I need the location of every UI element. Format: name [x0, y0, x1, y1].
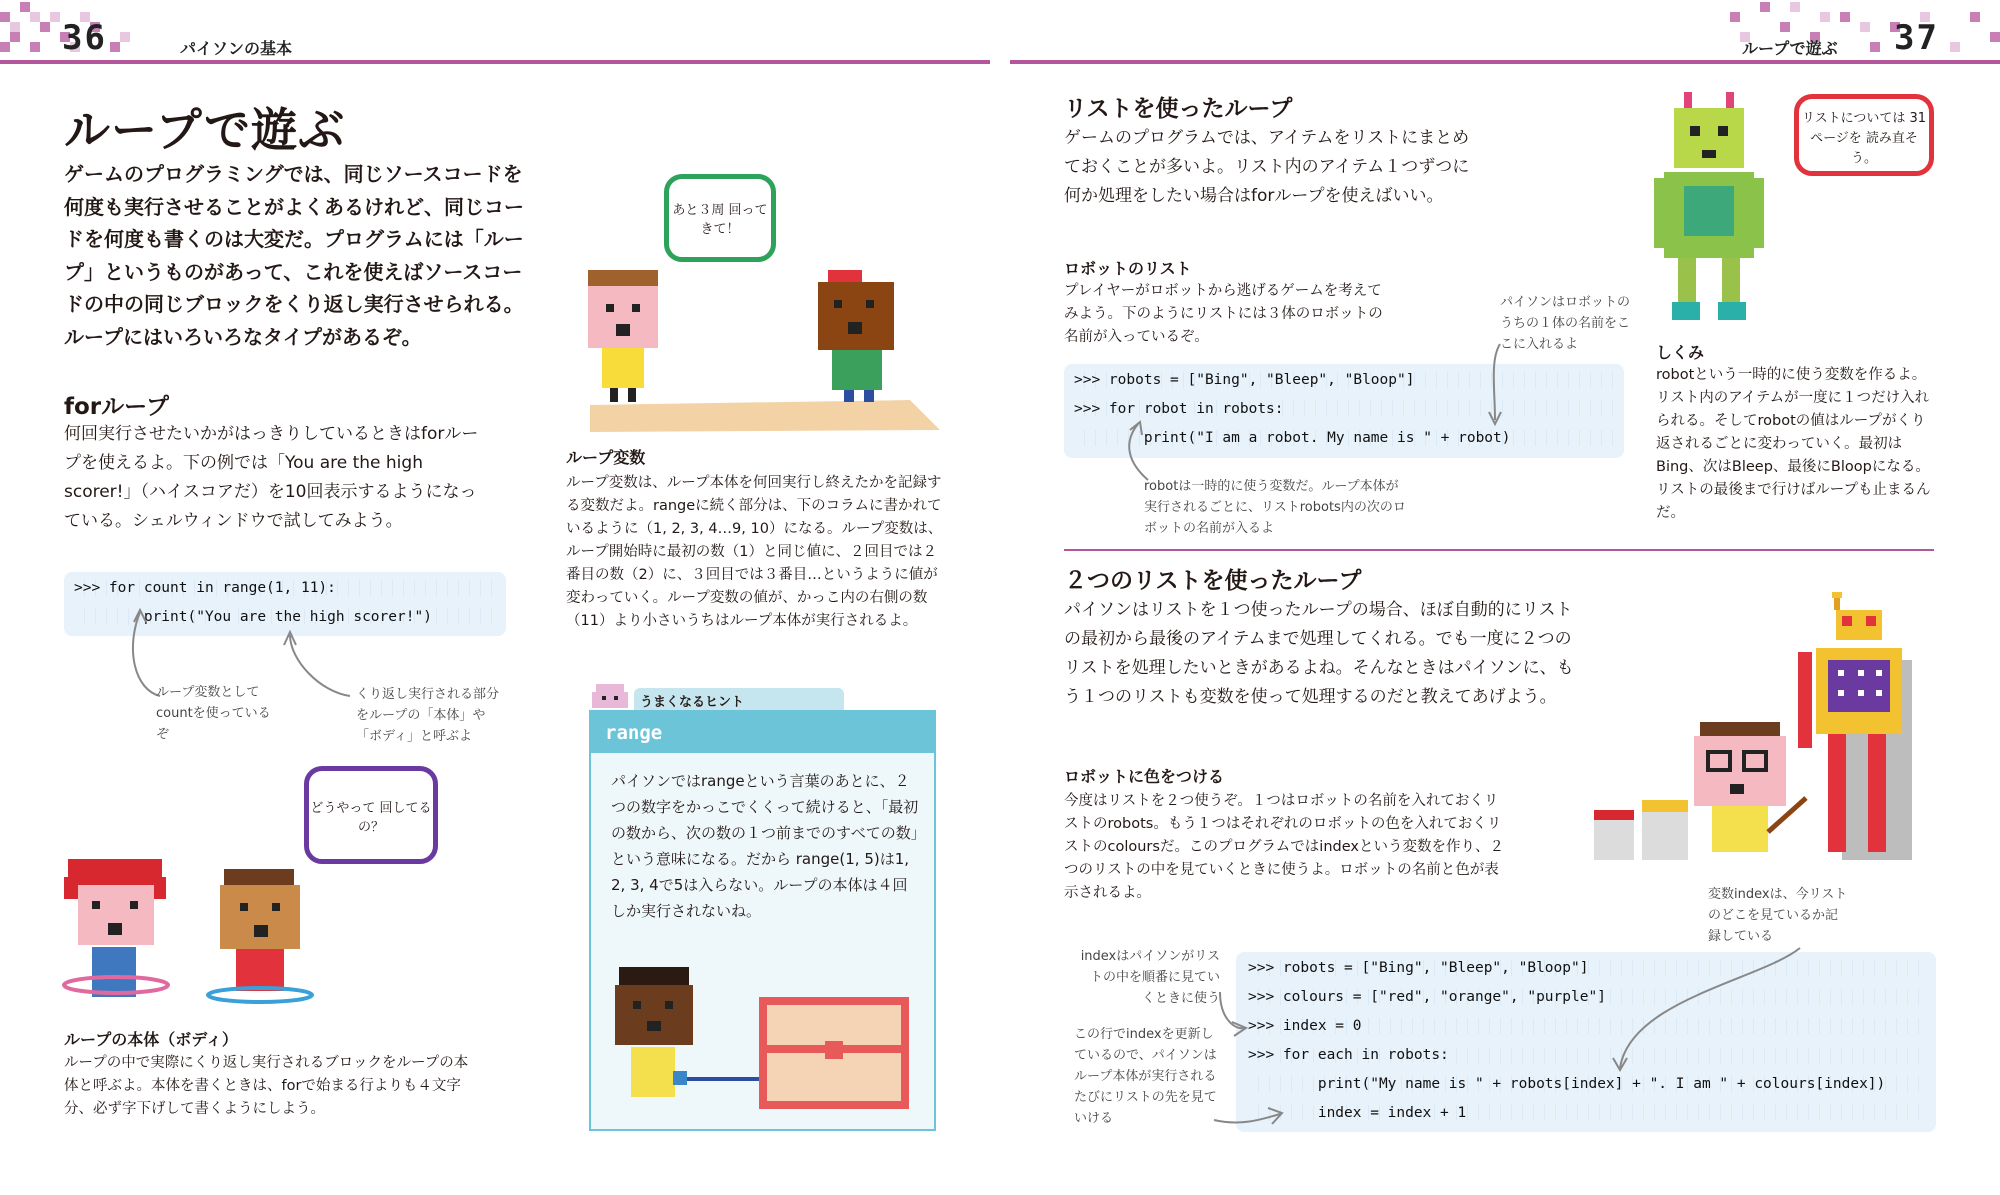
code-line: >>> robots = ["Bing", "Bleep", "Bloop"] [1248, 960, 1924, 976]
green-robot-illustration [1654, 92, 1784, 328]
section-divider [1064, 549, 1934, 551]
speech-bubble-laps [664, 174, 776, 262]
hint-body: パイソンではrangeという言葉のあとに、２つの数字をかっこでくくって続けると、「最初の数から、次の数の１つ前までのすべての数」という意味になる。だから range(1, 5)は1, 2, 3, 4で5は入らない。ループの本体は４回しか実行されないね。 [611, 772, 919, 920]
code-line: >>> for each in robots: [1248, 1047, 1924, 1063]
bubble-list-reference-text: リストについては 31ページを 読み直そう。 [1801, 111, 1927, 166]
hint-header [591, 712, 934, 753]
code-line: >>> colours = ["red", "orange", "purple"] [1248, 989, 1924, 1005]
loop-variable-body: ループ変数は、ループ本体を何回実行し終えたかを記録する変数だよ。rangeに続く部分は、下のコラムに書かれているように（1, 2, 3, 4…9, 10）になる。ループ変数は、ループ開始時に最初の数（1）と同じ値に、２回目では２番目の数（2）に、３回目では３番目…というように値が変わっていく。ループ変数の値が、かっこ内の右側の数（11）より小さいうちはループ本体が実行されるよ。 [566, 475, 943, 629]
left-page-number: 36 [62, 18, 107, 58]
code-line: index = index + 1 [1248, 1105, 1924, 1121]
bubble-how-text: どうやって 回してるの？ [310, 801, 432, 835]
right-running-title: ループで遊ぶ [1742, 39, 1838, 58]
how-it-works-heading: しくみ [1656, 343, 1705, 362]
two-lists-heading: ２つのリストを使ったループ [1064, 568, 1362, 594]
code-line: >>> for robot in robots: [1074, 401, 1614, 417]
robot-painting-illustration [1592, 592, 1932, 868]
kids-pulling-rope-illustration [580, 260, 940, 432]
for-loop-body: 何回実行させたいかがはっきりしているときはforループを使えるよ。下の例では「You are the high scorer!」（ハイスコアだ）を10回表示するようになっている。シェルウィンドウで試してみよう。 [64, 424, 479, 531]
note-index-update: この行でindexを更新しているので、パイソンはループ本体が実行されるたびにリストの先を見ていける [1074, 1027, 1217, 1126]
loop-body-text: ループの中で実際にくり返し実行されるブロックをループの本体と呼ぶよ。本体を書くときは、forで始まる行よりも４文字分、必ず字下げして書くようにしよう。 [64, 1055, 469, 1117]
left-running-title: パイソンの基本 [180, 39, 293, 58]
list-loop-body: ゲームのプログラムでは、アイテムをリストにまとめておくことが多いよ。リスト内のアイテム１つずつに何か処理をしたい場合はforループを使えばいい。 [1064, 128, 1470, 206]
note-loop-variable: ループ変数として countを使っているぞ [156, 685, 271, 742]
girl-and-treasure-chest-illustration [611, 967, 921, 1117]
robot-colours-heading: ロボットに色をつける [1064, 767, 1225, 786]
note-robot-name: パイソンはロボットのうちの１体の名前をここに入れるよ [1500, 295, 1631, 352]
range-hint-box [589, 710, 936, 1131]
right-page-number: 37 [1894, 18, 1939, 58]
code-line: >>> for count in range(1, 11): [74, 580, 494, 596]
code-line: print("You are the high scorer!") [74, 609, 494, 625]
hint-ghost-icon [590, 680, 630, 710]
two-lists-body: パイソンはリストを１つ使ったループの場合、ほぼ自動的にリストの最初から最後のアイテムまで処理してくれる。でも一度に２つのリストを処理したいときがあるよね。そんなときはパイソンに、もう１つのリストも変数を使って処理するのだと教えてあげよう。 [1064, 600, 1574, 707]
speech-bubble-how [304, 766, 438, 864]
page-title: ループで遊ぶ [64, 103, 346, 157]
annotation-arrows-index [1200, 940, 1880, 1130]
code-line: >>> robots = ["Bing", "Bleep", "Bloop"] [1074, 372, 1614, 388]
note-index-variable: 変数indexは、今リストのどこを見ているか記録している [1708, 887, 1848, 944]
right-header-rule [1010, 60, 2000, 64]
note-robot-variable: robotは一時的に使う変数だ。ループ本体が実行されるごとに、リストrobots内の次のロボットの名前が入るよ [1144, 479, 1406, 536]
loop-variable-heading: ループ変数 [566, 448, 646, 467]
list-loop-heading: リストを使ったループ [1064, 96, 1293, 122]
code-line: print("My name is " + robots[index] + ". I am " + colours[index]) [1248, 1076, 1924, 1092]
robot-colours-body: 今度はリストを２つ使うぞ。１つはロボットの名前を入れておくリストのrobots。もう１つはそれぞれのロボットの色を入れておくリストのcoloursだ。このプログラムではindexという変数を作り、２つのリストの中を見ていくときに使うよ。ロボットの名前と色が表示されるよ。 [1064, 793, 1504, 901]
left-header-rule [0, 60, 990, 64]
kids-hula-hoop-illustration [60, 855, 320, 1015]
how-it-works-body: robotという一時的に使う変数を作るよ。リスト内のアイテムが一度に１つだけ入れられる。そしてrobotの値はループがくり返されるごとに変わっていく。最初はBing、次はBleep、最後にBloopになる。リストの最後まで行けばループも止まるんだ。 [1656, 367, 1931, 521]
note-index-order: indexはパイソンがリストの中を順番に見ていくときに使う [1080, 949, 1220, 1006]
for-loop-heading: forループ [64, 394, 170, 420]
loop-body-heading: ループの本体（ボディ） [64, 1030, 238, 1049]
robot-list-heading: ロボットのリスト [1064, 259, 1192, 278]
code-line: >>> index = 0 [1248, 1018, 1924, 1034]
note-loop-body: くり返し実行される部分をループの「本体」や「ボディ」と呼ぶよ [356, 687, 500, 744]
robot-list-body: プレイヤーがロボットから逃げるゲームを考えてみよう。下のようにリストには３体のロボットの名前が入っているぞ。 [1064, 283, 1383, 345]
speech-bubble-list-reference [1794, 94, 1934, 176]
hint-title: range [605, 722, 663, 744]
code-line: print("I am a robot. My name is " + robot) [1074, 430, 1614, 446]
bubble-laps-text: あと３周 回ってきて！ [672, 203, 768, 237]
hint-tab-label: うまくなるヒント [640, 695, 745, 710]
intro-paragraph: ゲームのプログラミングでは、同じソースコードを何度も実行させることがよくあるけれど、同じコードを何度も書くのは大変だ。プログラムには「ループ」というものがあって、これを使えばソースコードの中の同じブロックをくり返し実行させられる。ループにはいろいろなタイプがあるぞ。 [64, 162, 524, 349]
